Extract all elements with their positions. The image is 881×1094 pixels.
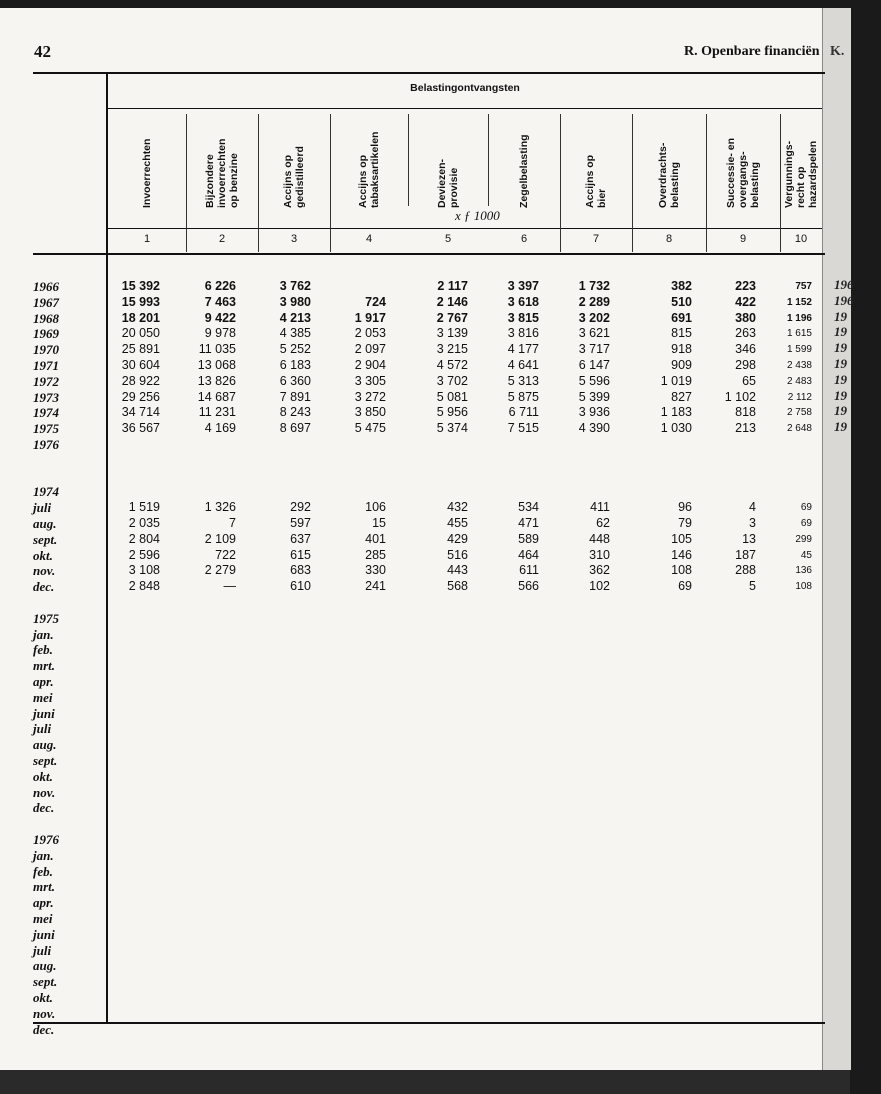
table-cell: 96 (678, 500, 692, 515)
table-cell: 4 572 (436, 358, 468, 372)
table-cell: 9 978 (204, 326, 236, 341)
table-cell: 5 (749, 579, 756, 594)
table-cell: 3 850 (354, 405, 386, 420)
table-cell: 3 305 (354, 373, 386, 388)
table-cell: 4 169 (204, 421, 236, 436)
table-cell: 432 (447, 500, 468, 515)
table-cell: 2 438 (786, 360, 812, 371)
table-cell: 5 399 (578, 389, 610, 404)
next-page-year: 19 (834, 371, 847, 387)
row-label: 1976 (33, 437, 59, 452)
table-cell: 1 183 (660, 405, 692, 420)
column-separator (330, 114, 331, 252)
table-cell: 637 (290, 531, 311, 546)
row-label: aug. (33, 737, 57, 753)
column-header-line: Invoerrechten (141, 138, 153, 208)
table-cell: 3 108 (128, 563, 160, 578)
table-cell: 34 714 (121, 405, 160, 420)
table-cell: 724 (365, 294, 386, 309)
table-cell: 241 (365, 579, 386, 594)
row-label: dec. (33, 1021, 55, 1037)
table-cell: 411 (590, 500, 610, 515)
table-cell: 13 (742, 531, 756, 546)
table-cell: 2 109 (204, 531, 236, 546)
table-cell: 288 (735, 563, 756, 578)
table-cell: 13 826 (197, 373, 236, 388)
table-cell: 310 (589, 547, 610, 562)
row-label: okt. (33, 768, 53, 784)
next-page-year: 19 (834, 403, 847, 419)
next-page-year: 196 (834, 277, 854, 292)
table-cell: 568 (447, 579, 468, 594)
row-label: dec. (33, 800, 55, 816)
next-page-year: 19 (834, 419, 847, 435)
table-cell: 6 360 (279, 373, 311, 388)
row-label: aug. (33, 958, 57, 974)
table-cell: 2 097 (354, 342, 386, 357)
table-cell: 2 146 (436, 294, 468, 309)
table-cell: 5 956 (436, 405, 468, 420)
table-cell: 13 068 (197, 358, 236, 372)
super-header-rule (108, 108, 822, 109)
table-cell: 3 980 (279, 294, 311, 309)
row-label: 1966 (33, 279, 59, 294)
row-label: nov. (33, 563, 56, 579)
table-cell: 464 (518, 547, 539, 562)
row-label: 1976 (33, 832, 59, 847)
table-cell: 3 816 (507, 326, 539, 341)
table-cell: 2 483 (786, 375, 812, 387)
table-cell: 15 392 (121, 279, 160, 293)
column-number: 3 (290, 233, 298, 245)
table-cell: 7 (229, 516, 236, 530)
table-cell: 11 035 (198, 342, 236, 357)
next-page-year: 19 (834, 387, 847, 403)
table-top-rule (33, 72, 825, 74)
table-cell: 213 (735, 421, 756, 436)
table-cell: 3 621 (578, 326, 610, 341)
table-cell: 299 (795, 533, 812, 545)
column-header-line: recht op (795, 166, 807, 208)
table-cell: 597 (290, 516, 311, 530)
row-label: 1974 (33, 405, 59, 421)
column-number: 7 (592, 233, 600, 245)
next-page-year: 19 (834, 340, 847, 356)
table-cell: 683 (290, 563, 311, 578)
next-page-letter: K. (830, 44, 845, 59)
table-cell: 263 (735, 326, 756, 341)
table-cell: 9 422 (204, 310, 236, 325)
row-label: mrt. (33, 658, 56, 674)
table-cell: 1 917 (354, 310, 386, 325)
table-cell: 1 196 (786, 312, 812, 324)
table-cell: 330 (365, 563, 386, 578)
row-label: sept. (33, 531, 58, 547)
table-cell: 455 (447, 516, 468, 530)
table-cell: — (223, 579, 236, 594)
table-cell: 1 599 (786, 344, 812, 356)
table-cell: 2 648 (786, 423, 812, 435)
table-cell: 1 030 (660, 421, 692, 436)
next-page-year: 19 (834, 324, 847, 340)
table-cell: 69 (678, 579, 692, 594)
table-cell: 589 (518, 531, 539, 546)
column-header-line: invoerrechten (216, 138, 228, 208)
table-cell: 401 (365, 531, 386, 546)
table-cell: 4 (749, 500, 756, 515)
table-cell: 7 515 (507, 421, 539, 436)
super-header: Belastingontvangsten (410, 82, 520, 94)
table-cell: 691 (671, 310, 692, 325)
table-cell: 422 (735, 294, 756, 309)
table-cell: 5 475 (354, 421, 386, 436)
row-label: 1967 (33, 294, 59, 310)
column-header-line: gedistilleerd (294, 146, 306, 208)
column-number: 4 (365, 233, 373, 245)
column-header-line: hazardspelen (807, 140, 819, 208)
row-label: nov. (33, 784, 56, 800)
table-cell: 30 604 (121, 358, 160, 372)
table-cell: 2 289 (578, 294, 610, 309)
column-number: 2 (218, 233, 226, 245)
table-cell: 2 112 (787, 391, 812, 403)
table-cell: 4 390 (578, 421, 610, 436)
row-label: sept. (33, 974, 58, 990)
table-cell: 1 326 (204, 500, 236, 515)
table-cell: 4 385 (279, 326, 311, 341)
row-label: nov. (33, 1005, 56, 1021)
table-cell: 3 272 (354, 389, 386, 404)
column-header-line: op benzine (228, 153, 240, 208)
column-header-line: Bijzondere (204, 154, 216, 208)
table-cell: 79 (678, 516, 692, 530)
table-cell: 815 (671, 326, 692, 341)
table-cell: 3 815 (507, 310, 539, 325)
row-label: dec. (33, 579, 55, 595)
row-label: juni (33, 705, 55, 721)
table-cell: 362 (589, 563, 610, 578)
table-cell: 105 (671, 531, 692, 546)
table-cell: 471 (518, 516, 539, 530)
row-label: feb. (33, 642, 53, 658)
table-bottom-rule (33, 1022, 825, 1024)
column-header-line: belasting (669, 161, 681, 208)
table-cell: 146 (671, 547, 692, 562)
table-cell: 15 993 (121, 294, 160, 309)
table-cell: 2 053 (354, 326, 386, 341)
row-label: 1973 (33, 389, 59, 405)
row-label: juli (33, 942, 52, 958)
page-number: 42 (34, 42, 51, 61)
table-cell: 1 019 (660, 373, 692, 388)
column-separator (258, 114, 259, 252)
table-cell: 5 252 (279, 342, 311, 357)
table-cell: 2 596 (128, 547, 160, 562)
row-label: okt. (33, 547, 53, 563)
column-separator (780, 114, 781, 252)
table-cell: 382 (671, 279, 692, 293)
row-label: 1968 (33, 310, 59, 326)
table-cell: 25 891 (121, 342, 160, 357)
row-label: mrt. (33, 879, 56, 895)
table-cell: 69 (800, 518, 812, 529)
table-cell: 11 231 (198, 405, 236, 420)
next-page-year-column (834, 277, 854, 435)
table-cell: 3 717 (578, 342, 610, 357)
column-number: 9 (739, 233, 747, 245)
table-cell: 14 687 (197, 389, 236, 404)
row-label: sept. (33, 753, 58, 768)
next-page-year: 19 (834, 355, 847, 371)
table-cell: 1 519 (128, 500, 160, 515)
column-number: 5 (444, 233, 452, 245)
table-cell: 4 641 (507, 358, 539, 372)
table-cell: 3 397 (507, 279, 539, 293)
table-cell: 443 (447, 563, 468, 578)
row-label: 1969 (33, 326, 59, 342)
row-label: mei (33, 689, 53, 705)
column-header-line: Overdrachts- (657, 142, 669, 208)
table-cell: 285 (365, 547, 386, 562)
table-cell: 448 (589, 531, 610, 546)
table-cell: 102 (589, 579, 610, 594)
table-cell: 615 (290, 547, 311, 562)
table-cell: 610 (290, 579, 311, 594)
column-header-line: bier (596, 188, 608, 208)
row-label: 1970 (33, 342, 59, 358)
table-cell: 3 702 (436, 373, 468, 388)
header-bottom-rule (33, 253, 825, 255)
row-label: apr. (33, 674, 54, 689)
table-cell: 346 (735, 342, 756, 357)
row-label: 1975 (33, 610, 59, 626)
table-cell: 6 147 (578, 358, 610, 372)
unit-label: x ƒ 1000 (455, 208, 500, 223)
row-label: 1972 (33, 373, 59, 389)
table-cell: 1 152 (786, 296, 812, 308)
table-cell: 611 (519, 563, 539, 578)
table-cell: 106 (365, 500, 386, 515)
chapter-heading: R. Openbare financiën (684, 44, 820, 59)
table-cell: 5 875 (507, 389, 539, 404)
table-cell: 8 697 (279, 421, 311, 436)
table-cell: 7 463 (204, 294, 236, 309)
table-cell: 5 596 (578, 373, 610, 388)
column-header-line: Accijns op (357, 154, 369, 208)
column-header-line: provisie (448, 167, 460, 208)
row-label: juni (33, 926, 55, 942)
column-header-line: Deviezen- (436, 158, 448, 208)
table-cell: 187 (735, 547, 756, 562)
column-header-text (783, 112, 881, 208)
table-cell: 3 215 (436, 342, 468, 357)
column-header-line: Accijns op (584, 154, 596, 208)
table-cell: 292 (290, 500, 311, 515)
column-separator (186, 114, 187, 252)
scan-border (0, 1070, 850, 1094)
table-cell: 380 (735, 310, 756, 325)
table-cell: 6 711 (508, 405, 539, 420)
table-cell: 818 (735, 405, 756, 420)
row-label: apr. (33, 895, 54, 911)
table-cell: 3 (749, 516, 756, 530)
column-separator (488, 114, 489, 206)
table-cell: 3 202 (578, 310, 610, 325)
table-cell: 6 183 (279, 358, 311, 372)
column-number: 8 (665, 233, 673, 245)
column-header-line: Zegelbelasting (518, 134, 530, 208)
row-label: juli (33, 500, 52, 516)
table-cell: 1 102 (724, 389, 756, 404)
column-separator (706, 114, 707, 252)
table-cell: 28 922 (121, 373, 160, 388)
row-label: jan. (33, 847, 54, 863)
column-header-line: Vergunnings- (783, 140, 795, 208)
next-page-year: 196 (834, 292, 854, 308)
table-cell: 918 (671, 342, 692, 357)
column-header-line: overgangs- (737, 151, 749, 208)
table-cell: 298 (735, 358, 756, 372)
table-cell: 2 904 (354, 358, 386, 372)
table-cell: 3 618 (507, 294, 539, 309)
row-label: juli (33, 721, 52, 737)
table-cell: 7 891 (279, 389, 311, 404)
table-cell: 909 (671, 358, 692, 372)
column-separator (408, 114, 409, 206)
table-cell: 2 804 (128, 531, 160, 546)
table-cell: 3 936 (578, 405, 610, 420)
table-cell: 223 (735, 279, 756, 293)
column-header-line: Successie- en (725, 137, 737, 208)
table-cell: 2 848 (128, 579, 160, 594)
table-cell: 4 213 (279, 310, 311, 325)
table-cell: 429 (447, 531, 468, 546)
row-label: 1975 (33, 421, 59, 437)
table-cell: 69 (800, 502, 812, 514)
table-cell: 566 (518, 579, 539, 594)
table-cell: 5 374 (436, 421, 468, 436)
table-cell: 65 (742, 373, 756, 388)
table-cell: 108 (671, 563, 692, 578)
table-cell: 45 (800, 549, 812, 561)
table-cell: 2 767 (436, 310, 468, 325)
column-separator (560, 114, 561, 252)
column-number: 6 (520, 233, 528, 245)
table-cell: 757 (795, 281, 812, 292)
table-cell: 2 279 (204, 563, 236, 578)
table-cell: 3 139 (436, 326, 468, 341)
table-cell: 136 (795, 565, 812, 577)
row-label: mei (33, 911, 53, 926)
table-cell: 8 243 (279, 405, 311, 420)
row-label: 1974 (33, 484, 59, 500)
table-cell: 510 (671, 294, 692, 309)
table-cell: 2 117 (437, 279, 468, 293)
row-label: aug. (33, 516, 57, 531)
table-cell: 534 (518, 500, 539, 515)
table-cell: 36 567 (121, 421, 160, 436)
column-number: 10 (794, 233, 808, 245)
table-cell: 3 762 (279, 279, 311, 293)
column-separator (632, 114, 633, 252)
column-header-line: tabaksartikelen (369, 131, 381, 208)
row-label: 1971 (33, 358, 59, 373)
table-cell: 1 615 (786, 328, 812, 340)
column-number-rule-top (108, 228, 822, 229)
row-label: okt. (33, 990, 53, 1005)
table-cell: 20 050 (121, 326, 160, 341)
table-cell: 15 (372, 516, 386, 530)
column-header-line: belasting (749, 161, 761, 208)
table-cell: 722 (215, 547, 236, 562)
table-cell: 4 177 (507, 342, 539, 357)
column-header-line: Accijns op (282, 154, 294, 208)
table-cell: 1 732 (578, 279, 610, 293)
table-cell: 108 (795, 581, 812, 593)
table-cell: 5 313 (507, 373, 539, 388)
table-cell: 18 201 (121, 310, 160, 325)
row-label: feb. (33, 863, 53, 879)
table-cell: 827 (671, 389, 692, 404)
table-cell: 2 758 (786, 407, 812, 419)
column-number: 1 (143, 233, 151, 245)
next-page-year: 19 (834, 308, 847, 324)
table-cell: 6 226 (204, 279, 236, 293)
table-cell: 2 035 (128, 516, 160, 530)
table-cell: 5 081 (436, 389, 468, 404)
table-cell: 29 256 (121, 389, 160, 404)
table-cell: 62 (596, 516, 610, 530)
table-cell: 516 (447, 547, 468, 562)
row-label: jan. (33, 626, 54, 642)
